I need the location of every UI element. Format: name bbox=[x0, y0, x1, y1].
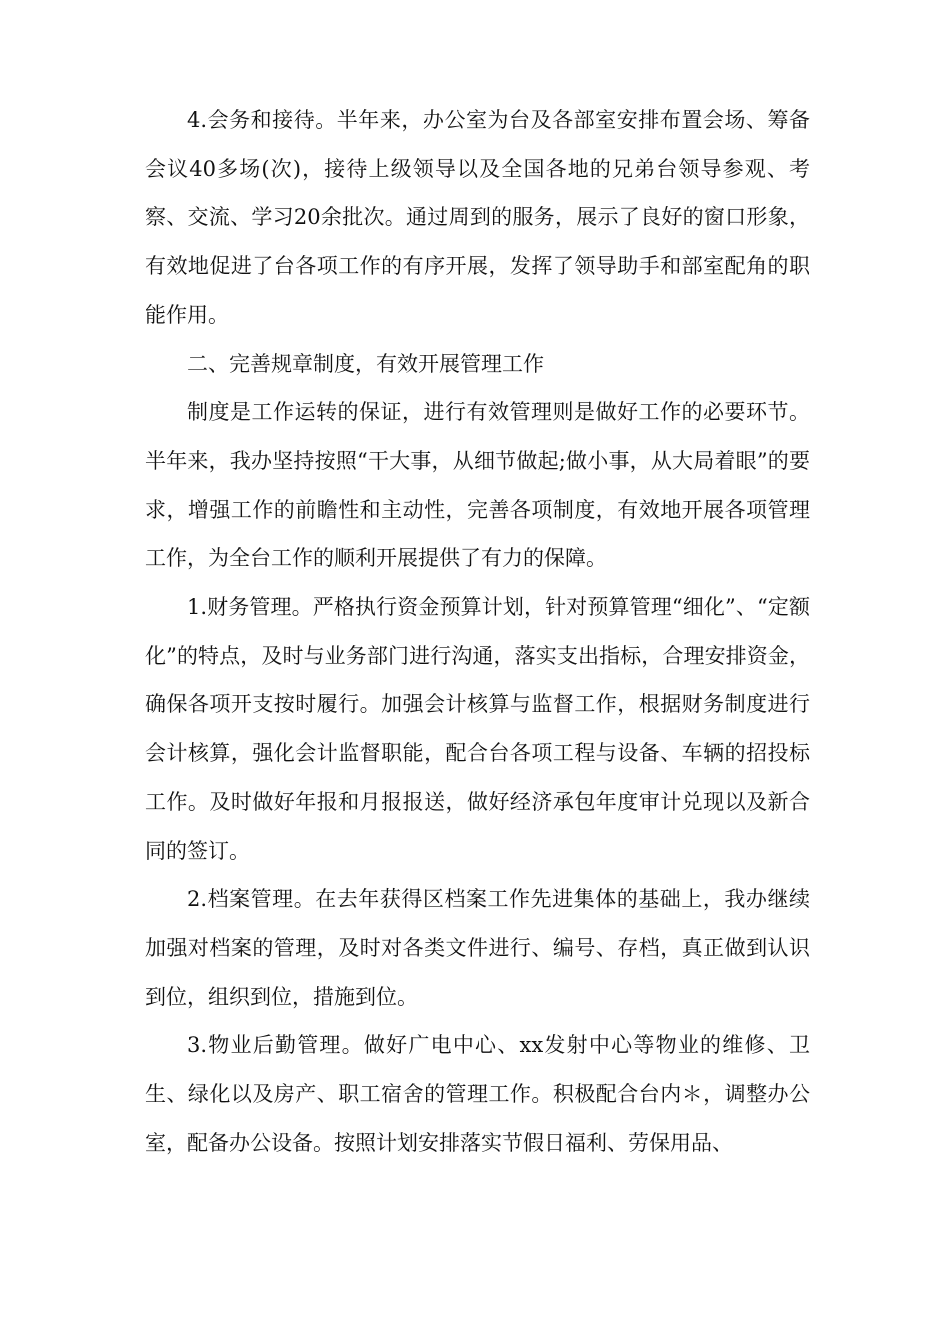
section-heading-management: 二、完善规章制度，有效开展管理工作 bbox=[187, 351, 544, 376]
paragraph-meeting-reception: 4.会务和接待。半年来，办公室为台及各部室安排布置会场、筹备会议40多场(次)，接待上级领导以及全国各地的兄弟台领导参观、考察、交流、学习20余批次。通过周到的服务，展示了良好的窗口形象，有效地促进了台各项工作的有序开展，发挥了领导助手和部室配角的职能作用。 bbox=[145, 108, 810, 327]
paragraph-finance: 1.财务管理。严格执行资金预算计划，针对预算管理“细化”、“定额化”的特点，及时与业务部门进行沟通，落实支出指标，合理安排资金，确保各项开支按时履行。加强会计核算与监督工作，根据财务制度进行会计核算，强化会计监督职能，配合台各项工程与设备、车辆的招投标工作。及时做好年报和月报报送，做好经济承包年度审计兑现以及新合同的签订。 bbox=[145, 595, 810, 863]
paragraph-archives: 2.档案管理。在去年获得区档案工作先进集体的基础上，我办继续加强对档案的管理，及时对各类文件进行、编号、存档，真正做到认识到位，组织到位，措施到位。 bbox=[145, 887, 810, 1009]
document-body bbox=[145, 96, 810, 1167]
paragraph-system-intro: 制度是工作运转的保证，进行有效管理则是做好工作的必要环节。半年来，我办坚持按照“干大事，从细节做起;做小事，从大局着眼”的要求，增强工作的前瞻性和主动性，完善各项制度，有效地开展各项管理工作，为全台工作的顺利开展提供了有力的保障。 bbox=[145, 400, 810, 571]
paragraph-logistics: 3.物业后勤管理。做好广电中心、xx发射中心等物业的维修、卫生、绿化以及房产、职工宿舍的管理工作。积极配合台内＊，调整办公室，配备办公设备。按照计划安排落实节假日福利、劳保用品、 bbox=[145, 1033, 810, 1155]
